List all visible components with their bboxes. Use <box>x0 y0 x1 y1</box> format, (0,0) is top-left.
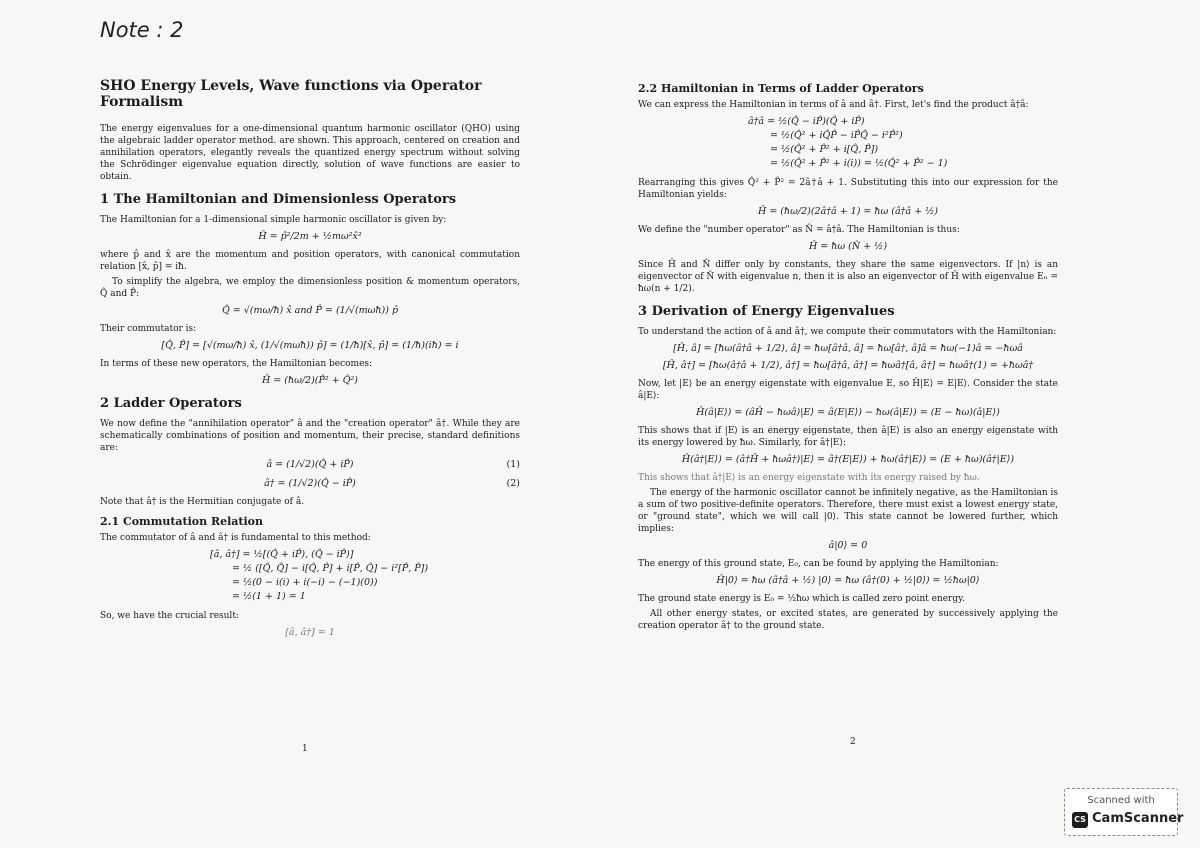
derivation-line: [â, â†] = ½[(Q̂ + iP̂), (Q̂ − iP̂)] <box>210 549 354 560</box>
derivation-line: = ½(Q̂² + P̂² + i[Q̂, P̂]) <box>770 144 879 155</box>
section-3-heading: 3 Derivation of Energy Eigenvalues <box>638 304 895 319</box>
subsection-2-2-heading: 2.2 Hamiltonian in Terms of Ladder Operators <box>638 82 924 95</box>
equation-number: (1) <box>506 459 520 470</box>
paragraph: This shows that â†|E⟩ is an energy eigenstate with its energy raised by ħω. <box>638 473 980 483</box>
camscanner-logo-icon: CS <box>1072 812 1088 828</box>
equation: Ĥ = p̂²/2m + ½mω²x̂² <box>258 231 362 242</box>
derivation-line: = ½ ([Q̂, Q̂] − i[Q̂, P̂] + i[P̂, Q̂] − i²[P̂, P̂]) <box>232 563 429 574</box>
paragraph: All other energy states, or excited states, are generated by successively applying the creation operator â† to the ground state. <box>638 609 1058 631</box>
section-1-heading: 1 The Hamiltonian and Dimensionless Operators <box>100 192 457 207</box>
equation-1 <box>100 458 520 471</box>
paragraph: The ground state energy is E₀ = ½ħω which is called zero point energy. <box>638 594 965 604</box>
paragraph: The energy of this ground state, E₀, can be found by applying the Hamiltonian: <box>638 559 999 569</box>
equation-text: â† = (1/√2)(Q̂ − iP̂) <box>264 478 356 489</box>
equation: [Ĥ, â†] = [ħω(â†â + 1/2), â†] = ħω[â†â, â†] = ħωâ†[â, â†] = ħωâ†(1) = +ħωâ† <box>662 360 1034 371</box>
paragraph: To understand the action of â and â†, we compute their commutators with the Hamiltonian: <box>638 327 1057 337</box>
paragraph: We now define the "annihilation operator" â and the "creation operator" â†. While they are schematically combinations of position and momentum, their precise, standard definitions are: <box>100 419 520 453</box>
equation: [Ĥ, â] = [ħω(â†â + 1/2), â] = ħω[â†â, â] = ħω[â†, â]â = ħω(−1)â = −ħωâ <box>673 343 1023 354</box>
equation-text: â = (1/√2)(Q̂ + iP̂) <box>266 459 354 470</box>
equation: â|0⟩ = 0 <box>828 540 868 551</box>
paragraph: Note that â† is the Hermitian conjugate of â. <box>100 497 305 507</box>
paragraph: The energy of the harmonic oscillator cannot be infinitely negative, as the Hamiltonian is a sum of two positive-definite operators. Therefore, there must exist a lowest energy state, or "ground state", which we will call |0⟩. This state cannot be lowered further, which implies: <box>638 488 1058 534</box>
paragraph: Since Ĥ and N̂ differ only by constants, they share the same eigenvectors. If |n⟩ is an eigenvector of N̂ with eigenvalue n, then it is also an eigenvector of Ĥ with eigenvalue Eₙ = ħω(n + 1/2). <box>638 260 1058 294</box>
page-number: 2 <box>850 737 856 747</box>
camscanner-brand: CamScanner <box>1092 811 1184 826</box>
scanned-with-label: Scanned with <box>1087 795 1155 806</box>
paragraph: We define the "number operator" as N̂ = â†â. The Hamiltonian is thus: <box>638 225 960 235</box>
equation: Ĥ(â|E⟩) = (âĤ − ħωâ)|E⟩ = â(E|E⟩) − ħω(â|E⟩) = (E − ħω)(â|E⟩) <box>696 407 1000 418</box>
paragraph: The commutator of â and â† is fundamental to this method: <box>100 533 371 543</box>
derivation-line: = ½(Q̂² + P̂² + i(i)) = ½(Q̂² + P̂² − 1) <box>770 158 948 169</box>
equation-number: (2) <box>506 478 520 489</box>
paragraph: Rearranging this gives Q̂² + P̂² = 2â†â + 1. Substituting this into our expression for the Hamiltonian yields: <box>638 178 1058 200</box>
equation: Ĥ(â†|E⟩) = (â†Ĥ + ħωâ†)|E⟩ = â†(E|E⟩) + ħω(â†|E⟩) = (E + ħω)(â†|E⟩) <box>681 454 1015 465</box>
equation-2 <box>100 477 520 490</box>
commutator-derivation <box>210 548 520 604</box>
paragraph: Now, let |E⟩ be an energy eigenstate with eigenvalue E, so Ĥ|E⟩ = E|E⟩. Consider the state â|E⟩: <box>638 379 1058 401</box>
derivation-line: = ½(0 − i(i) + i(−i) − (−1)(0)) <box>232 577 378 588</box>
equation: Q̂ = √(mω/ħ) x̂ and P̂ = (1/√(mωħ)) p̂ <box>221 305 399 316</box>
subsection-2-1-heading: 2.1 Commutation Relation <box>100 515 264 528</box>
paragraph: To simplify the algebra, we employ the dimensionless position & momentum operators, Q̂ and P̂: <box>100 277 520 299</box>
equation: Ĥ = (ħω/2)(2â†â + 1) = ħω (â†â + ½) <box>758 206 938 217</box>
handwritten-note-title: Note : 2 <box>100 18 184 42</box>
section-2-heading: 2 Ladder Operators <box>100 396 242 411</box>
paragraph: So, we have the crucial result: <box>100 611 239 621</box>
paragraph: Their commutator is: <box>100 324 197 334</box>
derivation-line: â†â = ½(Q̂ − iP̂)(Q̂ + iP̂) <box>748 116 865 127</box>
document-title: SHO Energy Levels, Wave functions via Operator Formalism <box>100 78 482 110</box>
paragraph: In terms of these new operators, the Hamiltonian becomes: <box>100 359 373 369</box>
page-1 <box>100 78 520 645</box>
paragraph: We can express the Hamiltonian in terms of â and â†. First, let's find the product â†â: <box>638 100 1029 110</box>
page-number: 1 <box>302 744 308 754</box>
derivation-line: = ½(Q̂² + iQ̂P̂ − iP̂Q̂ − i²P̂²) <box>770 130 903 141</box>
equation: Ĥ = (ħω/2)(P̂² + Q̂²) <box>261 375 359 386</box>
intro-paragraph: The energy eigenvalues for a one-dimensional quantum harmonic oscillator (QHO) using the algebraic ladder operator method. are shown. This approach, centered on creation and annihilation operators, elegantly reveals the quantized energy spectrum without solving the Schrödinger eigenvalue equation directly, solution of wave functions are easier to obtain. <box>100 124 520 182</box>
derivation-line: = ½(1 + 1) = 1 <box>232 591 306 602</box>
camscanner-badge <box>1064 788 1184 836</box>
product-derivation <box>748 115 1058 171</box>
equation: [â, â†] = 1 <box>285 627 335 638</box>
page-2 <box>638 82 1058 635</box>
equation: Ĥ = ħω (N̂ + ½) <box>808 241 888 252</box>
equation: Ĥ|0⟩ = ħω (â†â + ½) |0⟩ = ħω (â†(0) + ½|0⟩) = ½ħω|0⟩ <box>716 575 980 586</box>
paragraph: where p̂ and x̂ are the momentum and position operators, with canonical commutation relation [x̂, p̂] = iħ. <box>100 250 520 272</box>
paragraph: This shows that if |E⟩ is an energy eigenstate, then â|E⟩ is also an energy eigenstate with its energy lowered by ħω. Similarly, for â†|E⟩: <box>638 426 1058 448</box>
paragraph: The Hamiltonian for a 1-dimensional simple harmonic oscillator is given by: <box>100 215 447 225</box>
equation: [Q̂, P̂] = [√(mω/ħ) x̂, (1/√(mωħ)) p̂] = (1/ħ)[x̂, p̂] = (1/ħ)(iħ) = i <box>161 340 459 351</box>
